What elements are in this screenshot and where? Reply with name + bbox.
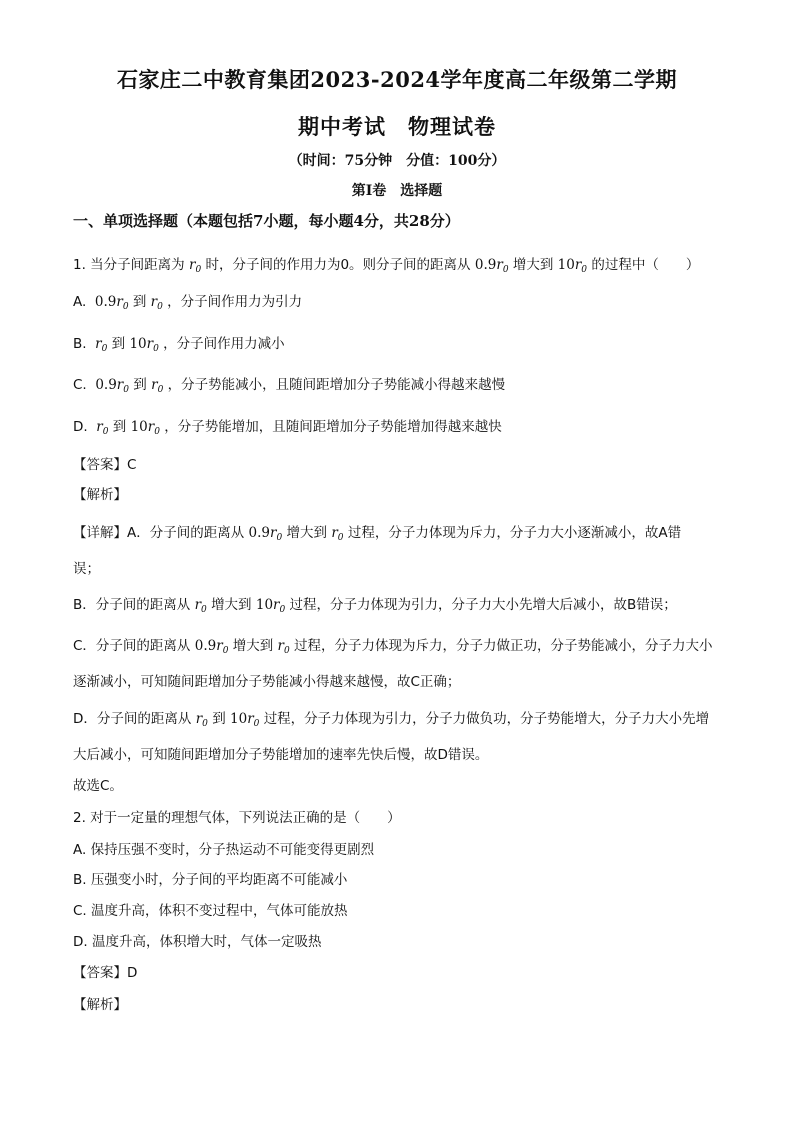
q1-detail-d: D．分子间的距离从 $r_0$ 到 $10r_0$ 过程，分子力体现为引力，分子力做负功，分子势能增大，分子力大小先增: [73, 711, 710, 729]
q1-detail-c: C．分子间的距离从 $0.9r_0$ 增大到 $r_0$ 过程，分子力体现为斥力，分子力做正功，分子势能减小，分子力大小: [73, 638, 713, 656]
q1-answer: 【答案】C: [73, 457, 137, 473]
q2-option-c: C. 温度升高，体积不变过程中，气体可能放热: [73, 903, 348, 919]
q1-option-c: C. $0.9r_0$ 到 $r_0$ ，分子势能减小，且随间距增加分子势能减小得越来越慢: [73, 377, 506, 395]
math-09r0: $0.9r_0$: [474, 257, 509, 275]
q1-detail-b: B．分子间的距离从 $r_0$ 增大到 $10r_0$ 过程，分子力体现为引力，分子力大小先增大后减小，故B错误；: [73, 597, 677, 615]
q1-detail-a-cont: 误；: [73, 561, 100, 577]
q1-conclusion: 故选C。: [73, 778, 123, 794]
q1-stem: 1. 当分子间距离为 $r_0$ 时，分子间的作用力为0。则分子间的距离从 $0.9r_0$ 增大到 $10r_0$ 的过程中（ ）: [73, 257, 700, 275]
exam-meta: （时间：75分钟 分值：100分）: [288, 153, 506, 169]
q1-detail-a: 【详解】A．分子间的距离从 $0.9r_0$ 增大到 $r_0$ 过程，分子力体现为斥力，分子力大小逐渐减小，故A错: [73, 525, 682, 543]
math-10r0: $10r_0$: [557, 257, 588, 275]
q2-stem: 2. 对于一定量的理想气体，下列说法正确的是（ ）: [73, 810, 401, 826]
q2-analysis-tag: 【解析】: [73, 997, 127, 1013]
q2-option-d: D. 温度升高，体积增大时，气体一定吸热: [73, 934, 322, 950]
section-heading: 一、单项选择题（本题包括7小题，每小题4分，共28分）: [73, 212, 460, 230]
q1-detail-d-cont: 大后减小，可知随间距增加分子势能增加的速率先快后慢，故D错误。: [73, 747, 489, 763]
q2-option-a: A. 保持压强不变时，分子热运动不可能变得更剧烈: [73, 842, 375, 858]
math-r0: $r_0$: [188, 257, 202, 275]
volume-heading: 第Ⅰ卷 选择题: [351, 183, 443, 199]
exam-title: 石家庄二中教育集团2023-2024学年度高二年级第二学期: [116, 67, 678, 92]
q1-option-d: D. $r_0$ 到 $10r_0$ ，分子势能增加，且随间距增加分子势能增加得越来越快: [73, 419, 502, 437]
q1-analysis-tag: 【解析】: [73, 487, 127, 503]
q1-option-a: A. $0.9r_0$ 到 $r_0$ ，分子间作用力为引力: [73, 294, 303, 312]
q1-option-b: B. $r_0$ 到 $10r_0$ ，分子间作用力减小: [73, 336, 285, 354]
q1-detail-c-cont: 逐渐减小，可知随间距增加分子势能减小得越来越慢，故C正确；: [73, 674, 461, 690]
q2-option-b: B. 压强变小时，分子间的平均距离不可能减小: [73, 872, 348, 888]
exam-subtitle: 期中考试 物理试卷: [298, 114, 496, 139]
q2-answer: 【答案】D: [73, 965, 138, 981]
